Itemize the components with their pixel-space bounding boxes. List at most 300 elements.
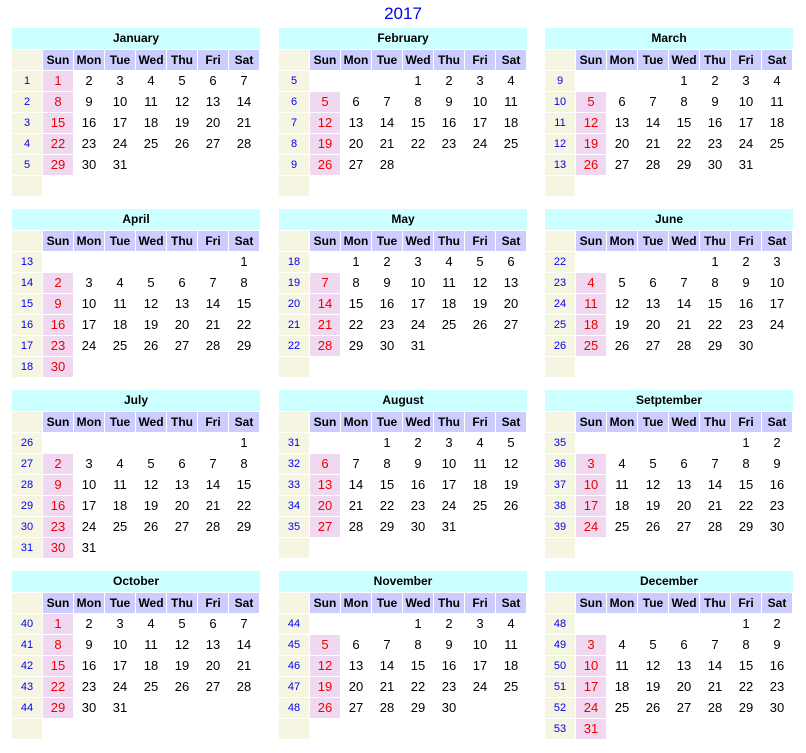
date-cell <box>198 155 228 175</box>
date-cell: 30 <box>769 700 785 715</box>
sunday-date <box>576 433 606 453</box>
date-cell <box>74 252 104 272</box>
date-cell: 29 <box>676 157 692 172</box>
date-cell: 2 <box>414 435 422 450</box>
day-header: Sun <box>576 231 606 251</box>
date-cell <box>341 614 371 634</box>
week-number: 23 <box>545 273 575 293</box>
day-header-row <box>279 412 527 432</box>
month-title: Setptember <box>545 390 793 411</box>
sunday-date: 24 <box>576 698 606 718</box>
sunday-date <box>576 538 606 558</box>
date-cell: 21 <box>379 136 395 151</box>
date-cell: 23 <box>707 136 723 151</box>
date-cell: 10 <box>441 456 457 471</box>
day-header: Wed <box>403 412 433 432</box>
date-cell: 10 <box>410 275 426 290</box>
date-cell <box>465 155 495 175</box>
date-cell: 12 <box>143 477 159 492</box>
week-number <box>545 538 575 558</box>
week-row <box>279 315 527 335</box>
week-row <box>545 517 793 537</box>
month-title: May <box>279 209 527 230</box>
date-cell: 12 <box>645 658 661 673</box>
date-cell: 13 <box>348 115 364 130</box>
date-cell <box>638 176 668 196</box>
date-cell <box>403 357 433 377</box>
week-row <box>545 113 793 133</box>
week-number: 37 <box>545 475 575 495</box>
date-cell <box>198 357 228 377</box>
date-cell: 1 <box>352 254 360 269</box>
week-row <box>12 315 260 335</box>
date-cell <box>731 176 761 196</box>
date-cell: 21 <box>236 658 252 673</box>
month-block <box>279 209 527 377</box>
sunday-date: 28 <box>310 336 340 356</box>
day-header-row <box>545 50 793 70</box>
week-number: 14 <box>12 273 42 293</box>
date-cell: 31 <box>410 338 426 353</box>
date-cell <box>105 176 135 196</box>
date-cell: 3 <box>116 73 124 88</box>
sunday-date: 14 <box>310 294 340 314</box>
week-row <box>545 538 793 558</box>
date-cell <box>496 357 526 377</box>
date-cell: 30 <box>379 338 395 353</box>
week-row <box>279 698 527 718</box>
day-header: Sat <box>762 593 792 613</box>
day-header: Fri <box>731 593 761 613</box>
week-number <box>545 357 575 377</box>
date-cell: 17 <box>112 115 128 130</box>
date-cell: 23 <box>769 498 785 513</box>
day-header: Fri <box>198 50 228 70</box>
date-cell: 11 <box>113 296 127 311</box>
week-number: 31 <box>279 433 309 453</box>
date-cell: 5 <box>507 435 515 450</box>
week-column-corner <box>279 593 309 613</box>
date-cell: 25 <box>614 700 630 715</box>
day-header: Wed <box>403 50 433 70</box>
date-cell: 9 <box>773 456 781 471</box>
sunday-date: 9 <box>43 475 73 495</box>
date-cell: 27 <box>614 157 630 172</box>
week-number: 16 <box>12 315 42 335</box>
date-cell: 16 <box>379 296 395 311</box>
date-cell: 9 <box>711 94 719 109</box>
date-cell: 12 <box>472 275 488 290</box>
week-number: 21 <box>279 315 309 335</box>
week-row <box>545 496 793 516</box>
date-cell: 16 <box>410 477 426 492</box>
date-cell: 14 <box>348 477 364 492</box>
week-row <box>279 496 527 516</box>
date-cell: 1 <box>414 73 422 88</box>
day-header: Thu <box>167 412 197 432</box>
sunday-date: 1 <box>43 614 73 634</box>
day-header-row <box>279 50 527 70</box>
week-row <box>279 134 527 154</box>
date-cell: 3 <box>414 254 422 269</box>
sunday-date: 12 <box>310 113 340 133</box>
date-cell: 29 <box>379 519 395 534</box>
date-cell <box>607 252 637 272</box>
week-row <box>12 294 260 314</box>
date-cell <box>136 538 166 558</box>
date-cell: 30 <box>410 519 426 534</box>
date-cell <box>136 433 166 453</box>
week-number <box>12 719 42 739</box>
date-cell: 29 <box>236 338 252 353</box>
date-cell: 10 <box>81 477 97 492</box>
week-number <box>279 176 309 196</box>
date-cell: 23 <box>738 317 754 332</box>
date-cell: 11 <box>504 94 518 109</box>
date-cell: 3 <box>116 616 124 631</box>
date-cell: 13 <box>205 94 221 109</box>
date-cell: 26 <box>143 338 159 353</box>
date-cell: 26 <box>503 498 519 513</box>
sunday-date: 26 <box>576 155 606 175</box>
date-cell <box>607 433 637 453</box>
week-row <box>12 614 260 634</box>
month-block <box>279 571 527 739</box>
date-cell <box>229 155 259 175</box>
date-cell: 9 <box>383 275 391 290</box>
week-number: 35 <box>279 517 309 537</box>
date-cell <box>198 252 228 272</box>
date-cell: 13 <box>348 658 364 673</box>
date-cell: 20 <box>348 136 364 151</box>
date-cell: 15 <box>676 115 692 130</box>
day-header: Sat <box>762 50 792 70</box>
sunday-date: 7 <box>310 273 340 293</box>
day-header: Sat <box>229 231 259 251</box>
date-cell: 19 <box>143 317 159 332</box>
date-cell: 18 <box>472 477 488 492</box>
date-cell: 5 <box>618 275 626 290</box>
date-cell <box>638 252 668 272</box>
date-cell: 12 <box>174 94 190 109</box>
day-header: Tue <box>372 231 402 251</box>
day-header: Sat <box>496 593 526 613</box>
day-header: Tue <box>105 231 135 251</box>
week-row <box>545 475 793 495</box>
date-cell: 3 <box>85 275 93 290</box>
date-cell: 6 <box>209 73 217 88</box>
date-cell: 23 <box>441 136 457 151</box>
sunday-date <box>576 614 606 634</box>
sunday-date: 22 <box>43 677 73 697</box>
date-cell: 13 <box>174 477 190 492</box>
day-header: Tue <box>372 593 402 613</box>
week-column-corner <box>545 593 575 613</box>
day-header: Tue <box>638 412 668 432</box>
date-cell: 30 <box>81 700 97 715</box>
date-cell: 11 <box>473 456 487 471</box>
date-cell: 4 <box>618 637 626 652</box>
date-cell: 17 <box>472 658 488 673</box>
week-row <box>545 357 793 377</box>
month-block <box>545 571 793 739</box>
date-cell: 21 <box>707 679 723 694</box>
day-header: Wed <box>136 412 166 432</box>
date-cell: 19 <box>503 477 519 492</box>
sunday-date <box>310 71 340 91</box>
day-header: Mon <box>74 231 104 251</box>
date-cell: 26 <box>645 700 661 715</box>
date-cell <box>136 698 166 718</box>
date-cell: 17 <box>81 498 97 513</box>
month-block <box>545 390 793 558</box>
day-header-row <box>545 231 793 251</box>
sunday-date: 16 <box>43 315 73 335</box>
date-cell: 24 <box>738 136 754 151</box>
date-cell: 20 <box>205 115 221 130</box>
date-cell: 1 <box>383 435 391 450</box>
date-cell: 4 <box>147 73 155 88</box>
day-header-row <box>545 593 793 613</box>
date-cell: 18 <box>503 658 519 673</box>
date-cell: 9 <box>773 637 781 652</box>
date-cell: 28 <box>707 519 723 534</box>
week-row <box>545 698 793 718</box>
date-cell: 6 <box>649 275 657 290</box>
date-cell: 18 <box>503 115 519 130</box>
date-cell: 22 <box>410 679 426 694</box>
date-cell: 17 <box>410 296 426 311</box>
date-cell: 11 <box>615 658 629 673</box>
date-cell: 8 <box>352 275 360 290</box>
date-cell: 8 <box>414 637 422 652</box>
sunday-date: 16 <box>43 496 73 516</box>
date-cell: 22 <box>738 498 754 513</box>
date-cell: 23 <box>81 136 97 151</box>
date-cell: 6 <box>352 94 360 109</box>
week-number: 47 <box>279 677 309 697</box>
date-cell: 28 <box>236 136 252 151</box>
date-cell <box>341 538 371 558</box>
week-row <box>279 614 527 634</box>
date-cell <box>167 357 197 377</box>
date-cell <box>638 614 668 634</box>
date-cell: 3 <box>85 456 93 471</box>
date-cell: 14 <box>379 658 395 673</box>
week-row <box>12 719 260 739</box>
date-cell: 2 <box>773 435 781 450</box>
date-cell: 13 <box>205 637 221 652</box>
week-row <box>279 273 527 293</box>
date-cell <box>434 176 464 196</box>
sunday-date: 10 <box>576 475 606 495</box>
day-header: Thu <box>434 412 464 432</box>
week-row <box>12 517 260 537</box>
date-cell: 21 <box>348 498 364 513</box>
day-header: Sat <box>496 412 526 432</box>
day-header: Wed <box>136 593 166 613</box>
sunday-date: 5 <box>310 635 340 655</box>
sunday-date: 29 <box>43 155 73 175</box>
day-header: Sat <box>229 593 259 613</box>
week-row <box>545 273 793 293</box>
week-row <box>12 155 260 175</box>
day-header: Mon <box>341 231 371 251</box>
date-cell: 18 <box>614 679 630 694</box>
date-cell <box>700 176 730 196</box>
date-cell: 14 <box>707 477 723 492</box>
date-cell: 15 <box>379 477 395 492</box>
day-header: Fri <box>731 412 761 432</box>
date-cell: 15 <box>236 296 252 311</box>
date-cell: 2 <box>383 254 391 269</box>
sunday-date <box>43 433 73 453</box>
date-cell: 23 <box>441 679 457 694</box>
date-cell <box>465 357 495 377</box>
date-cell: 19 <box>614 317 630 332</box>
sunday-date: 5 <box>310 92 340 112</box>
date-cell: 27 <box>348 157 364 172</box>
week-column-corner <box>12 50 42 70</box>
date-cell <box>198 538 228 558</box>
day-header: Fri <box>465 593 495 613</box>
sunday-date: 8 <box>43 635 73 655</box>
day-header: Thu <box>434 231 464 251</box>
week-row <box>279 433 527 453</box>
date-cell: 31 <box>738 157 754 172</box>
week-column-corner <box>545 50 575 70</box>
date-cell: 11 <box>144 637 158 652</box>
date-cell <box>607 719 637 739</box>
month-title: March <box>545 28 793 49</box>
date-cell <box>638 357 668 377</box>
date-cell <box>74 357 104 377</box>
date-cell: 21 <box>645 136 661 151</box>
date-cell <box>465 336 495 356</box>
week-number <box>545 176 575 196</box>
month-title: November <box>279 571 527 592</box>
sunday-date: 26 <box>310 155 340 175</box>
week-row <box>12 357 260 377</box>
date-cell: 1 <box>711 254 719 269</box>
date-cell: 11 <box>504 637 518 652</box>
day-header: Wed <box>669 231 699 251</box>
week-column-corner <box>12 412 42 432</box>
day-header: Thu <box>700 412 730 432</box>
week-row <box>545 315 793 335</box>
week-row <box>12 113 260 133</box>
date-cell: 25 <box>143 136 159 151</box>
day-header: Sun <box>310 412 340 432</box>
date-cell <box>434 357 464 377</box>
sunday-date: 2 <box>43 454 73 474</box>
date-cell: 16 <box>769 477 785 492</box>
week-row <box>279 719 527 739</box>
day-header: Wed <box>669 593 699 613</box>
date-cell <box>403 176 433 196</box>
date-cell: 29 <box>707 338 723 353</box>
sunday-date: 21 <box>310 315 340 335</box>
sunday-date: 19 <box>310 134 340 154</box>
date-cell <box>229 698 259 718</box>
date-cell <box>700 719 730 739</box>
date-cell: 17 <box>472 115 488 130</box>
date-cell: 21 <box>707 498 723 513</box>
day-header: Fri <box>198 231 228 251</box>
date-cell: 18 <box>112 317 128 332</box>
day-header: Tue <box>638 50 668 70</box>
date-cell: 17 <box>441 477 457 492</box>
date-cell: 21 <box>205 498 221 513</box>
date-cell: 5 <box>147 456 155 471</box>
sunday-date: 1 <box>43 71 73 91</box>
date-cell <box>105 538 135 558</box>
date-cell: 22 <box>676 136 692 151</box>
date-cell: 18 <box>143 658 159 673</box>
date-cell: 16 <box>707 115 723 130</box>
date-cell: 2 <box>711 73 719 88</box>
date-cell <box>638 71 668 91</box>
date-cell: 13 <box>645 296 661 311</box>
date-cell: 18 <box>112 498 128 513</box>
week-number: 38 <box>545 496 575 516</box>
date-cell: 22 <box>379 498 395 513</box>
day-header: Sat <box>496 50 526 70</box>
week-number: 4 <box>12 134 42 154</box>
date-cell <box>669 719 699 739</box>
date-cell: 16 <box>441 115 457 130</box>
sunday-date <box>43 719 73 739</box>
week-row <box>545 176 793 196</box>
date-cell: 15 <box>348 296 364 311</box>
date-cell: 28 <box>379 700 395 715</box>
week-column-corner <box>12 231 42 251</box>
sunday-date: 19 <box>310 677 340 697</box>
date-cell <box>434 538 464 558</box>
date-cell: 18 <box>614 498 630 513</box>
week-number: 32 <box>279 454 309 474</box>
date-cell: 12 <box>174 637 190 652</box>
date-cell <box>136 719 166 739</box>
date-cell <box>229 538 259 558</box>
week-row <box>545 71 793 91</box>
week-row <box>545 92 793 112</box>
date-cell: 2 <box>85 73 93 88</box>
date-cell <box>136 357 166 377</box>
date-cell: 19 <box>645 679 661 694</box>
week-number: 9 <box>545 71 575 91</box>
date-cell: 15 <box>738 477 754 492</box>
date-cell <box>496 176 526 196</box>
date-cell: 23 <box>410 498 426 513</box>
date-cell: 24 <box>81 338 97 353</box>
week-row <box>12 71 260 91</box>
date-cell <box>465 176 495 196</box>
date-cell: 30 <box>707 157 723 172</box>
day-header: Tue <box>105 593 135 613</box>
sunday-date: 15 <box>43 656 73 676</box>
year-title: 2017 <box>384 4 422 23</box>
date-cell: 13 <box>676 477 692 492</box>
month-block <box>545 28 793 196</box>
week-row <box>545 252 793 272</box>
date-cell <box>762 155 792 175</box>
week-column-corner <box>545 231 575 251</box>
day-header: Tue <box>372 50 402 70</box>
day-header: Sat <box>762 412 792 432</box>
day-header: Wed <box>669 412 699 432</box>
week-number: 26 <box>545 336 575 356</box>
